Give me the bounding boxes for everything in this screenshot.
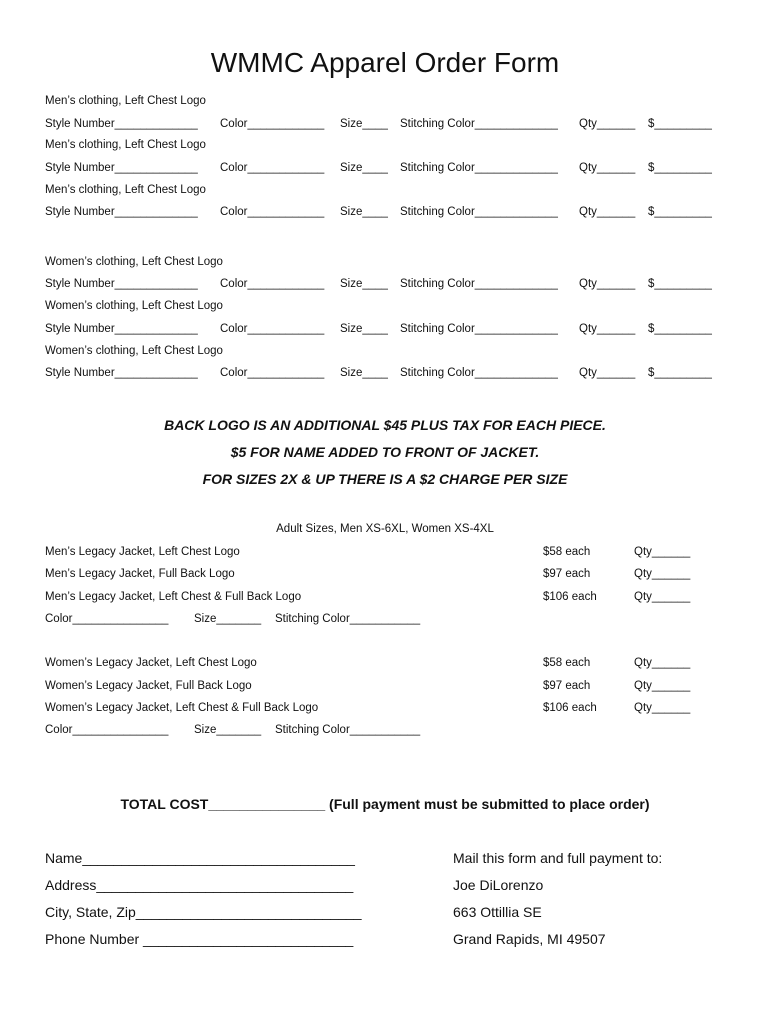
jacket-name: Men’s Legacy Jacket, Full Back Logo — [45, 568, 235, 580]
jacket-qty-field[interactable]: Qty______ — [634, 702, 691, 714]
jacket-name: Women’s Legacy Jacket, Left Chest & Full Back Logo — [45, 702, 319, 714]
style-number-field[interactable]: Style Number_____________ — [45, 278, 198, 290]
jacket-price: $97 each — [543, 680, 591, 692]
jacket-size-field[interactable]: Size_______ — [194, 724, 262, 736]
mail-city: Grand Rapids, MI 49507 — [453, 931, 606, 947]
price-field[interactable]: $_________ — [648, 206, 712, 218]
size-field[interactable]: Size____ — [340, 367, 388, 379]
stitching-color-field[interactable]: Stitching Color_____________ — [400, 367, 558, 379]
jacket-qty-field[interactable]: Qty______ — [634, 568, 691, 580]
jacket-qty-field[interactable]: Qty______ — [634, 657, 691, 669]
size-field[interactable]: Size____ — [340, 323, 388, 335]
style-number-field[interactable]: Style Number_____________ — [45, 323, 198, 335]
mens-clothing-header: Men’s clothing, Left Chest Logo — [45, 184, 206, 196]
city-state-zip-field[interactable]: City, State, Zip_____________________________ — [45, 904, 362, 920]
womens-clothing-header: Women’s clothing, Left Chest Logo — [45, 300, 223, 312]
jacket-qty-field[interactable]: Qty______ — [634, 591, 691, 603]
stitching-color-field[interactable]: Stitching Color_____________ — [400, 118, 558, 130]
price-field[interactable]: $_________ — [648, 118, 712, 130]
price-field[interactable]: $_________ — [648, 323, 712, 335]
qty-field[interactable]: Qty______ — [579, 367, 636, 379]
color-field[interactable]: Color____________ — [220, 323, 325, 335]
jacket-price: $106 each — [543, 591, 597, 603]
stitching-color-field[interactable]: Stitching Color_____________ — [400, 323, 558, 335]
qty-field[interactable]: Qty______ — [579, 162, 636, 174]
size-field[interactable]: Size____ — [340, 278, 388, 290]
name-front-note: $5 FOR NAME ADDED TO FRONT OF JACKET. — [230, 444, 540, 460]
mail-instructions: Mail this form and full payment to: — [453, 850, 663, 866]
style-number-field[interactable]: Style Number_____________ — [45, 162, 198, 174]
size-field[interactable]: Size____ — [340, 118, 388, 130]
jacket-stitching-color-field[interactable]: Stitching Color___________ — [275, 613, 421, 625]
qty-field[interactable]: Qty______ — [579, 118, 636, 130]
mail-street: 663 Ottillia SE — [453, 904, 542, 920]
size-charge-note: FOR SIZES 2X & UP THERE IS A $2 CHARGE PER SIZE — [202, 471, 568, 487]
stitching-color-field[interactable]: Stitching Color_____________ — [400, 206, 558, 218]
back-logo-note: BACK LOGO IS AN ADDITIONAL $45 PLUS TAX FOR EACH PIECE. — [164, 417, 606, 433]
qty-field[interactable]: Qty______ — [579, 323, 636, 335]
jacket-stitching-color-field[interactable]: Stitching Color___________ — [275, 724, 421, 736]
jacket-price: $58 each — [543, 657, 591, 669]
jacket-price: $106 each — [543, 702, 597, 714]
color-field[interactable]: Color____________ — [220, 118, 325, 130]
form-title: WMMC Apparel Order Form — [210, 47, 560, 78]
style-number-field[interactable]: Style Number_____________ — [45, 118, 198, 130]
price-field[interactable]: $_________ — [648, 367, 712, 379]
qty-field[interactable]: Qty______ — [579, 278, 636, 290]
address-field[interactable]: Address_________________________________ — [45, 877, 354, 893]
qty-field[interactable]: Qty______ — [579, 206, 636, 218]
color-field[interactable]: Color____________ — [220, 162, 325, 174]
jacket-price: $97 each — [543, 568, 591, 580]
womens-clothing-header: Women’s clothing, Left Chest Logo — [45, 345, 223, 357]
name-field[interactable]: Name___________________________________ — [45, 850, 355, 866]
stitching-color-field[interactable]: Stitching Color_____________ — [400, 278, 558, 290]
jacket-qty-field[interactable]: Qty______ — [634, 680, 691, 692]
color-field[interactable]: Color____________ — [220, 278, 325, 290]
mens-clothing-header: Men’s clothing, Left Chest Logo — [45, 95, 206, 107]
jacket-qty-field[interactable]: Qty______ — [634, 546, 691, 558]
stitching-color-field[interactable]: Stitching Color_____________ — [400, 162, 558, 174]
color-field[interactable]: Color____________ — [220, 206, 325, 218]
jacket-size-field[interactable]: Size_______ — [194, 613, 262, 625]
mail-recipient-name: Joe DiLorenzo — [453, 877, 544, 893]
jacket-color-field[interactable]: Color_______________ — [45, 724, 169, 736]
total-cost-field[interactable]: TOTAL COST_______________ (Full payment must be submitted to place order) — [120, 796, 650, 812]
jacket-name: Women’s Legacy Jacket, Full Back Logo — [45, 680, 252, 692]
style-number-field[interactable]: Style Number_____________ — [45, 206, 198, 218]
womens-clothing-header: Women’s clothing, Left Chest Logo — [45, 256, 223, 268]
jacket-color-field[interactable]: Color_______________ — [45, 613, 169, 625]
jacket-price: $58 each — [543, 546, 591, 558]
phone-number-field[interactable]: Phone Number ___________________________ — [45, 931, 354, 947]
color-field[interactable]: Color____________ — [220, 367, 325, 379]
jacket-name: Men’s Legacy Jacket, Left Chest & Full Back Logo — [45, 591, 302, 603]
adult-sizes-label: Adult Sizes, Men XS-6XL, Women XS-4XL — [276, 523, 494, 535]
jacket-name: Women’s Legacy Jacket, Left Chest Logo — [45, 657, 257, 669]
size-field[interactable]: Size____ — [340, 206, 388, 218]
style-number-field[interactable]: Style Number_____________ — [45, 367, 198, 379]
jacket-name: Men’s Legacy Jacket, Left Chest Logo — [45, 546, 240, 558]
price-field[interactable]: $_________ — [648, 278, 712, 290]
size-field[interactable]: Size____ — [340, 162, 388, 174]
price-field[interactable]: $_________ — [648, 162, 712, 174]
mens-clothing-header: Men’s clothing, Left Chest Logo — [45, 139, 206, 151]
